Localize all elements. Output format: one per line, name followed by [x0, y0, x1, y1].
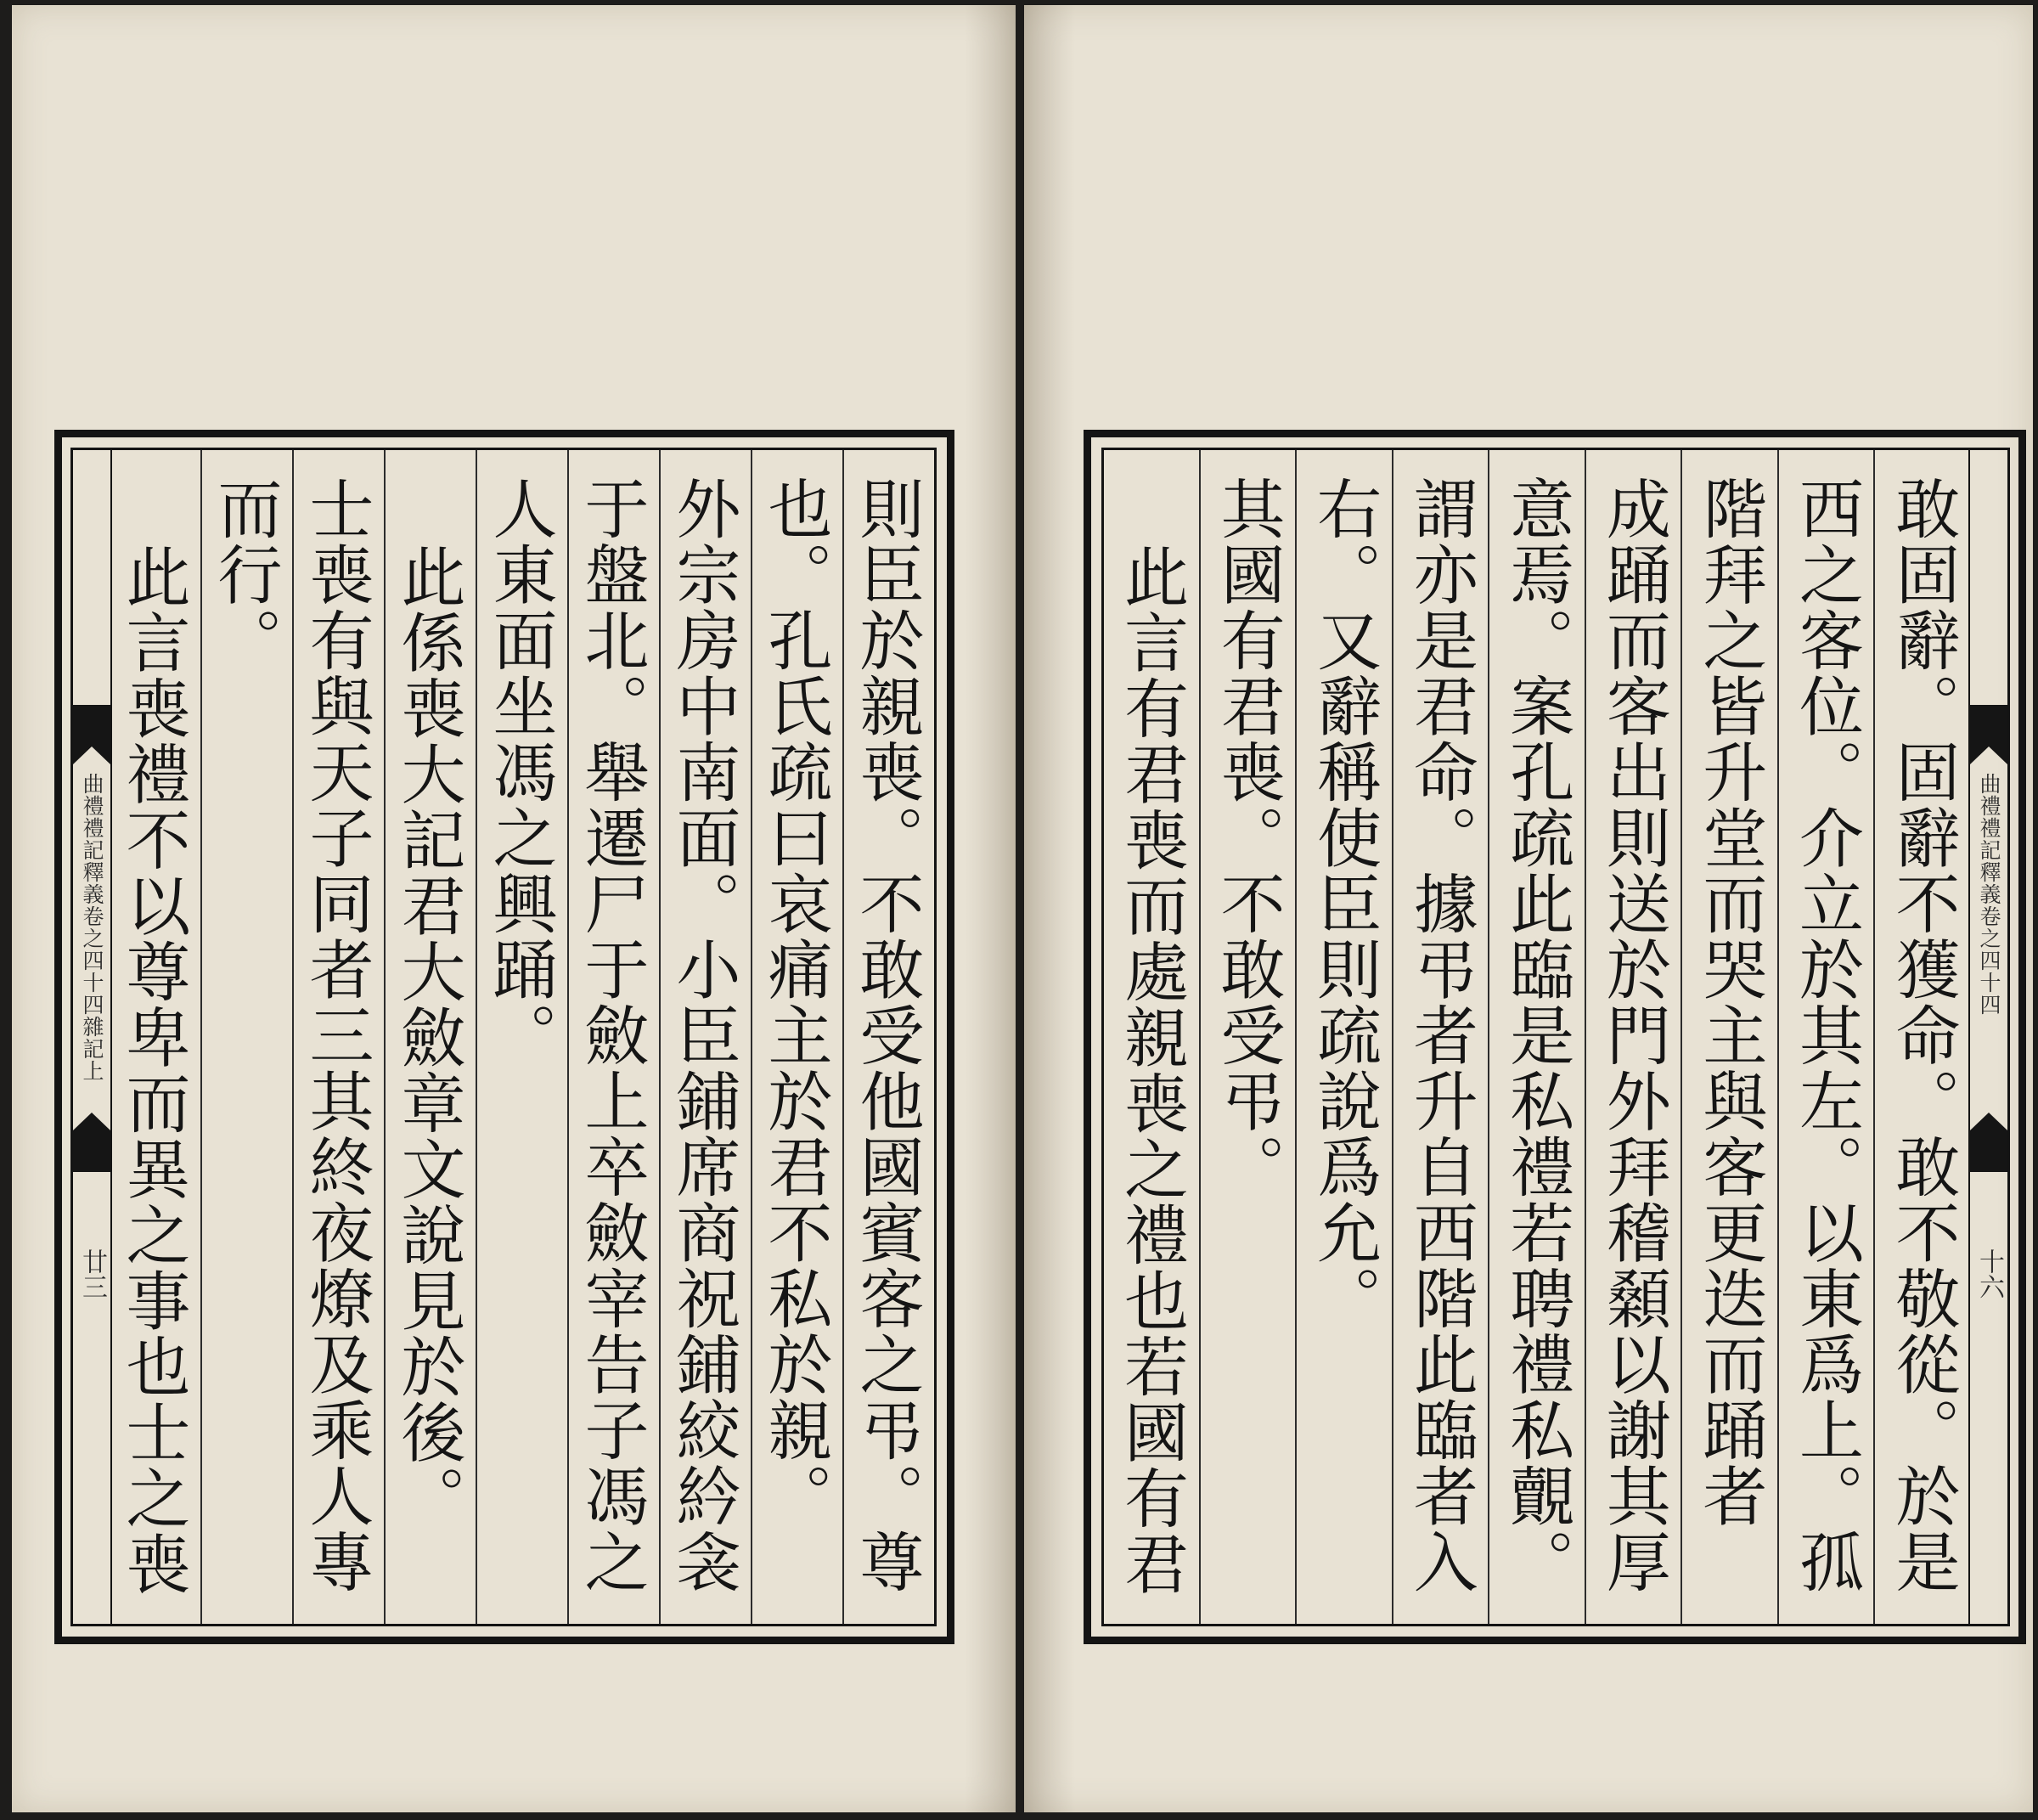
- left-page-inner-border: [70, 448, 937, 1626]
- text-column: 士喪有與天子同者三其終夜燎及乘人專: [292, 450, 384, 1624]
- right-columns: [1104, 450, 1970, 1624]
- gutter-shadow: [1024, 5, 1075, 1812]
- right-page-number: 十六: [1974, 1248, 2004, 1299]
- text-column: 敢固辭。固辭不獲命。敢不敬從。於是: [1873, 450, 1970, 1624]
- text-column: 其國有君喪。不敢受弔。: [1199, 450, 1296, 1624]
- text-column: 此言有君喪而處親喪之禮也若國有君: [1113, 544, 1190, 1597]
- text-column: 外宗房中南面。小臣鋪席商祝鋪絞紟衾: [659, 450, 751, 1624]
- gutter-shadow: [965, 5, 1016, 1812]
- left-page-number: 廿三: [77, 1248, 107, 1299]
- left-columns: [110, 450, 934, 1624]
- right-text-area: [1104, 450, 1970, 1624]
- right-margin-title: 曲禮禮記釋義卷之四十四: [1977, 773, 2001, 1016]
- left-page-frame: [54, 430, 954, 1644]
- text-column: 意焉。案孔疏此臨是私禮若聘禮私覿。: [1488, 450, 1585, 1624]
- fish-tail-ornament: [1970, 705, 2007, 764]
- fish-tail-ornament: [1970, 1113, 2007, 1172]
- text-column: 此係喪大記君大斂章文說見於後。: [384, 450, 476, 1624]
- right-page-frame: [1084, 430, 2026, 1644]
- fish-tail-ornament: [73, 705, 110, 764]
- text-column: 謂亦是君命。據弔者升自西階此臨者入: [1392, 450, 1489, 1624]
- text-column: 成踊而客出則送於門外拜稽顙以謝其厚: [1585, 450, 1681, 1624]
- text-column: 于盤北。舉遷尸于斂上卒斂宰告子馮之: [567, 450, 659, 1624]
- right-margin-strip: [1968, 450, 2007, 1624]
- fish-tail-ornament: [73, 1113, 110, 1172]
- text-column: 此言喪禮不以尊卑而異之事也士之喪: [115, 544, 191, 1597]
- text-column: 則臣於親喪。不敢受他國賓客之弔。尊: [842, 450, 934, 1624]
- left-margin-strip: [73, 450, 112, 1624]
- right-page: [1024, 5, 2033, 1812]
- text-column: 而行。: [200, 450, 292, 1624]
- left-text-area: [110, 450, 934, 1624]
- text-column: 西之客位。介立於其左。以東爲上。孤: [1777, 450, 1874, 1624]
- right-page-inner-border: [1101, 448, 2010, 1626]
- left-page: [12, 5, 1016, 1812]
- left-margin-title: 曲禮禮記釋義卷之四十四雜記上: [80, 773, 104, 1082]
- text-column: 階拜之皆升堂而哭主與客更迭而踊者: [1681, 450, 1777, 1624]
- text-column: 人東面坐馮之興踊。: [476, 450, 567, 1624]
- text-column: 右。又辭稱使臣則疏說爲允。: [1295, 450, 1392, 1624]
- text-column: 也。孔氏疏曰哀痛主於君不私於親。: [751, 450, 842, 1624]
